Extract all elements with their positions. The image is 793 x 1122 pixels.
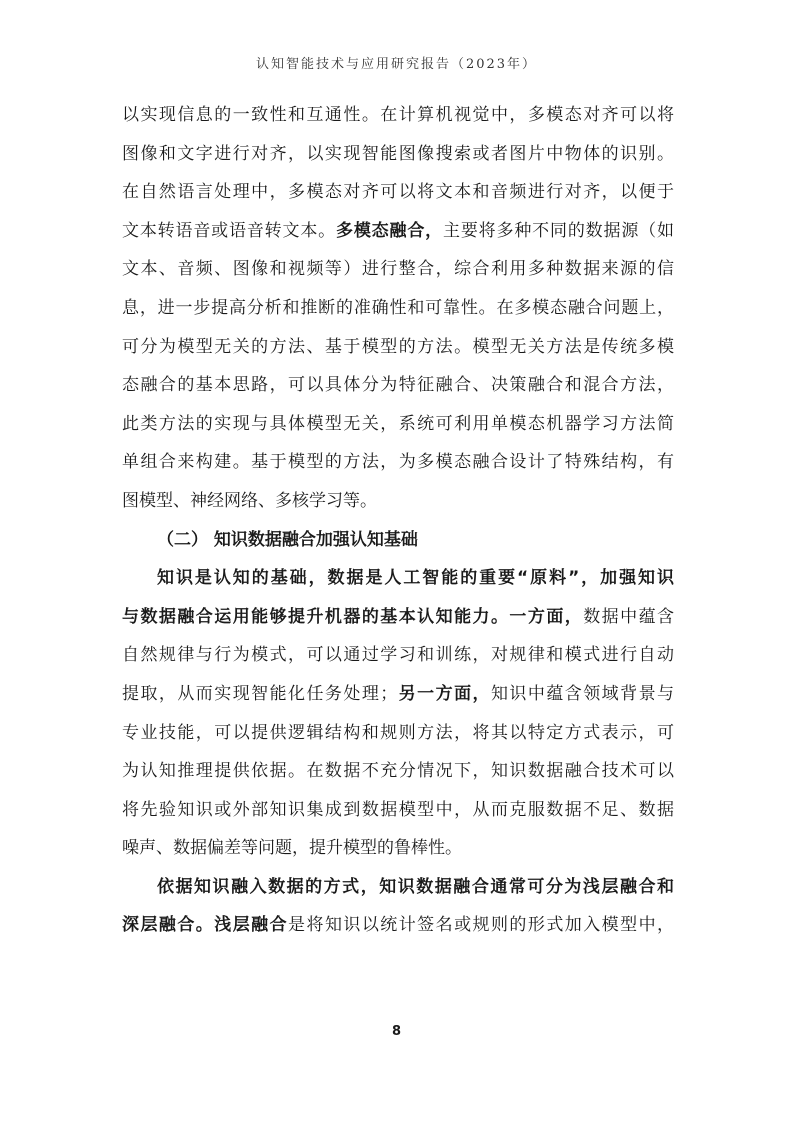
text-line [122, 675, 674, 714]
bold-term-shallow-fusion: 浅层融合 [214, 915, 289, 936]
text-line: 知识是认知的基础，数据是人工智能的重要“原料”，加强知识 [157, 568, 674, 589]
text-line: 态融合的基本思路，可以具体分为特征融合、决策融合和混合方法， [122, 375, 674, 396]
text-line: 此类方法的实现与具体模型无关，系统可利用单模态机器学习方法简 [122, 413, 674, 434]
section-heading: （二） 知识数据融合加强认知基础 [157, 529, 418, 550]
text-run-bold: 与数据融合运用能够提升机器的基本认知能力。 [122, 606, 510, 627]
text-line: 可分为模型无关的方法、基于模型的方法。模型无关方法是传统多模 [122, 336, 674, 357]
text-line [122, 598, 674, 637]
text-line: 文本、音频、图像和视频等）进行整合，综合利用多种数据来源的信 [122, 259, 674, 280]
text-run: 知识中蕴含领域背景与 [490, 683, 674, 704]
text-line: 以实现信息的一致性和互通性。在计算机视觉中，多模态对齐可以将 [122, 105, 674, 125]
text-line: 单组合来构建。基于模型的方法，为多模态融合设计了特殊结构，有 [122, 452, 674, 473]
running-header: 认知智能技术与应用研究报告（2023年） [255, 57, 538, 72]
text-line: 将先验知识或外部知识集成到数据模型中，从而克服数据不足、数据 [122, 799, 674, 820]
bold-term-deep-fusion: 深层融合。 [122, 915, 215, 936]
text-line [122, 906, 674, 945]
text-run: 主要将多种不同的数据源（如 [443, 220, 674, 241]
text-run: 提取，从而实现智能化任务处理； [122, 683, 398, 704]
text-line: 自然规律与行为模式，可以通过学习和训练，对规律和模式进行自动 [122, 645, 674, 666]
text-line: 图像和文字进行对齐，以实现智能图像搜索或者图片中物体的识别。 [122, 143, 674, 164]
text-line: 息，进一步提高分析和推断的准确性和可靠性。在多模态融合问题上， [122, 297, 674, 318]
bold-term-on-one-hand: 一方面， [509, 606, 584, 627]
text-run: 是将知识以统计签名或规则的形式加入模型中， [288, 915, 674, 936]
page-body [122, 96, 674, 945]
paragraph-fusion-types [122, 868, 674, 945]
bold-term-multimodal-fusion: 多模态融合， [336, 220, 443, 241]
text-run: 文本转语音或语音转文本。 [122, 220, 336, 241]
text-line: 噪声、数据偏差等问题，提升模型的鲁棒性。 [122, 838, 462, 859]
text-line: 为认知推理提供依据。在数据不充分情况下，知识数据融合技术可以 [122, 761, 674, 782]
text-line [122, 212, 674, 251]
paragraph-knowledge-data [122, 559, 674, 868]
text-line: 专业技能，可以提供逻辑结构和规则方法，将其以特定方式表示，可 [122, 722, 674, 743]
text-line: 图模型、神经网络、多核学习等。 [122, 490, 377, 511]
text-line: 依据知识融入数据的方式，知识数据融合通常可分为浅层融合和 [157, 876, 674, 897]
paragraph-multimodal [122, 96, 674, 521]
page-number: 8 [391, 1024, 402, 1039]
text-line: 在自然语言处理中，多模态对齐可以将文本和音频进行对齐，以便于 [122, 182, 674, 203]
text-run: 数据中蕴含 [583, 606, 674, 627]
bold-term-on-other-hand: 另一方面， [397, 683, 491, 704]
